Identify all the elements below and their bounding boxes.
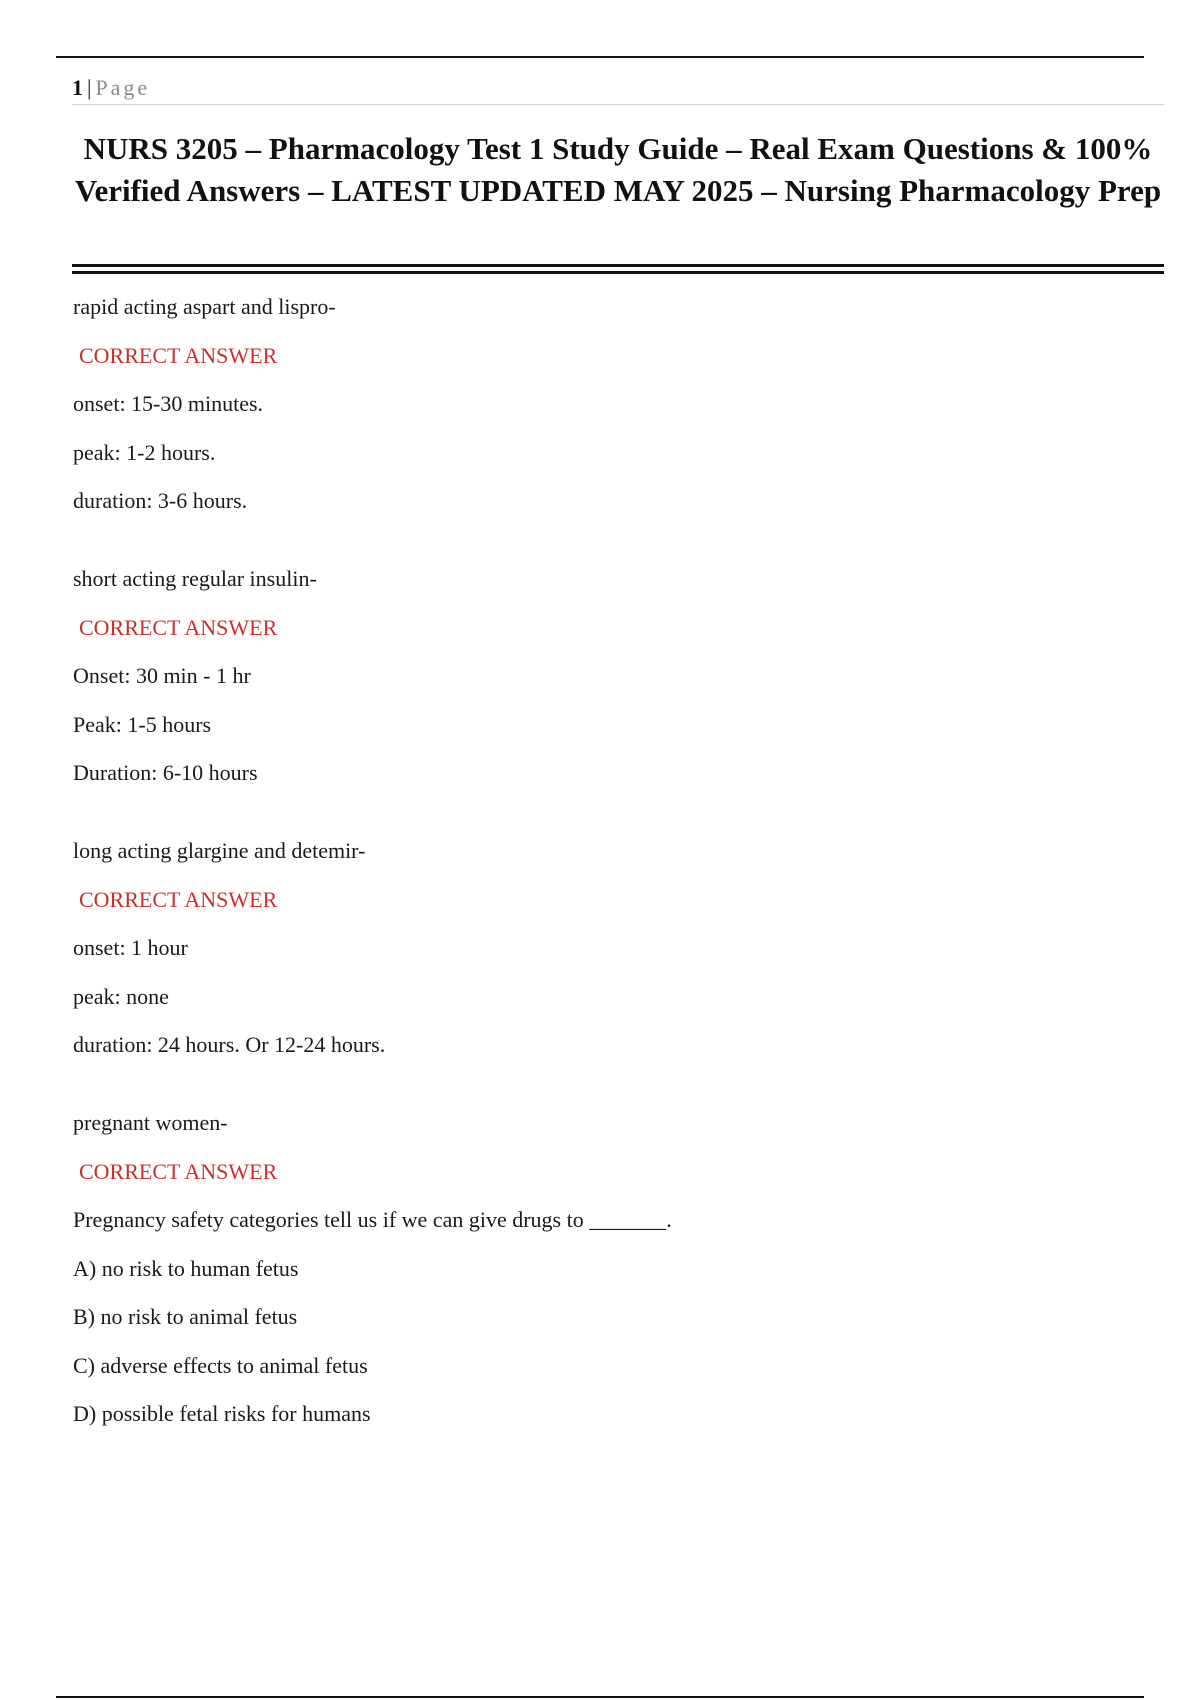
page-header [72,74,1164,105]
answer-option-d: D) possible fetal risks for humans [73,1401,371,1426]
page-number: 1 [72,75,83,100]
correct-answer-label: CORRECT ANSWER [79,1158,278,1184]
qa-entry [73,1108,1153,1429]
answer-option-c: C) adverse effects to animal fetus [73,1352,368,1378]
bottom-rule [56,1696,1144,1698]
correct-answer-label: CORRECT ANSWER [79,342,278,368]
answer-line: onset: 1 hour [73,935,188,960]
answer-option-b: B) no risk to animal fetus [73,1304,298,1329]
correct-answer-label: CORRECT ANSWER [79,614,278,640]
answer-line: peak: 1-2 hours. [73,439,216,465]
correct-answer-label: CORRECT ANSWER [79,886,278,912]
top-rule [56,56,1144,58]
answer-line: duration: 24 hours. Or 12-24 hours. [73,1032,386,1057]
title-double-rule [72,264,1164,274]
question-text: pregnant women- [73,1110,228,1135]
answer-line: onset: 15-30 minutes. [73,391,264,416]
document-body [73,292,1153,1477]
page-separator: | [87,75,92,100]
answer-line: Duration: 6-10 hours [73,760,258,785]
answer-line: peak: none [73,983,169,1009]
document-title: NURS 3205 – Pharmacology Test 1 Study Guide – Real Exam Questions & 100% Verified Answers – LATEST UPDATED MAY 2025 – Nursing Pharmacology Prep [74,131,1162,208]
qa-entry [73,564,1153,788]
answer-line: Onset: 30 min - 1 hr [73,663,251,688]
answer-line: Pregnancy safety categories tell us if we can give drugs to _______. [73,1207,672,1232]
question-text: long acting glargine and detemir- [73,838,366,863]
answer-option-a: A) no risk to human fetus [73,1255,299,1281]
qa-entry [73,836,1153,1060]
answer-line: Peak: 1-5 hours [73,711,212,737]
question-text: short acting regular insulin- [73,566,317,591]
qa-entry [73,292,1153,516]
question-text: rapid acting aspart and lispro- [73,294,336,319]
answer-line: duration: 3-6 hours. [73,488,248,513]
page-word: Page [95,75,151,100]
